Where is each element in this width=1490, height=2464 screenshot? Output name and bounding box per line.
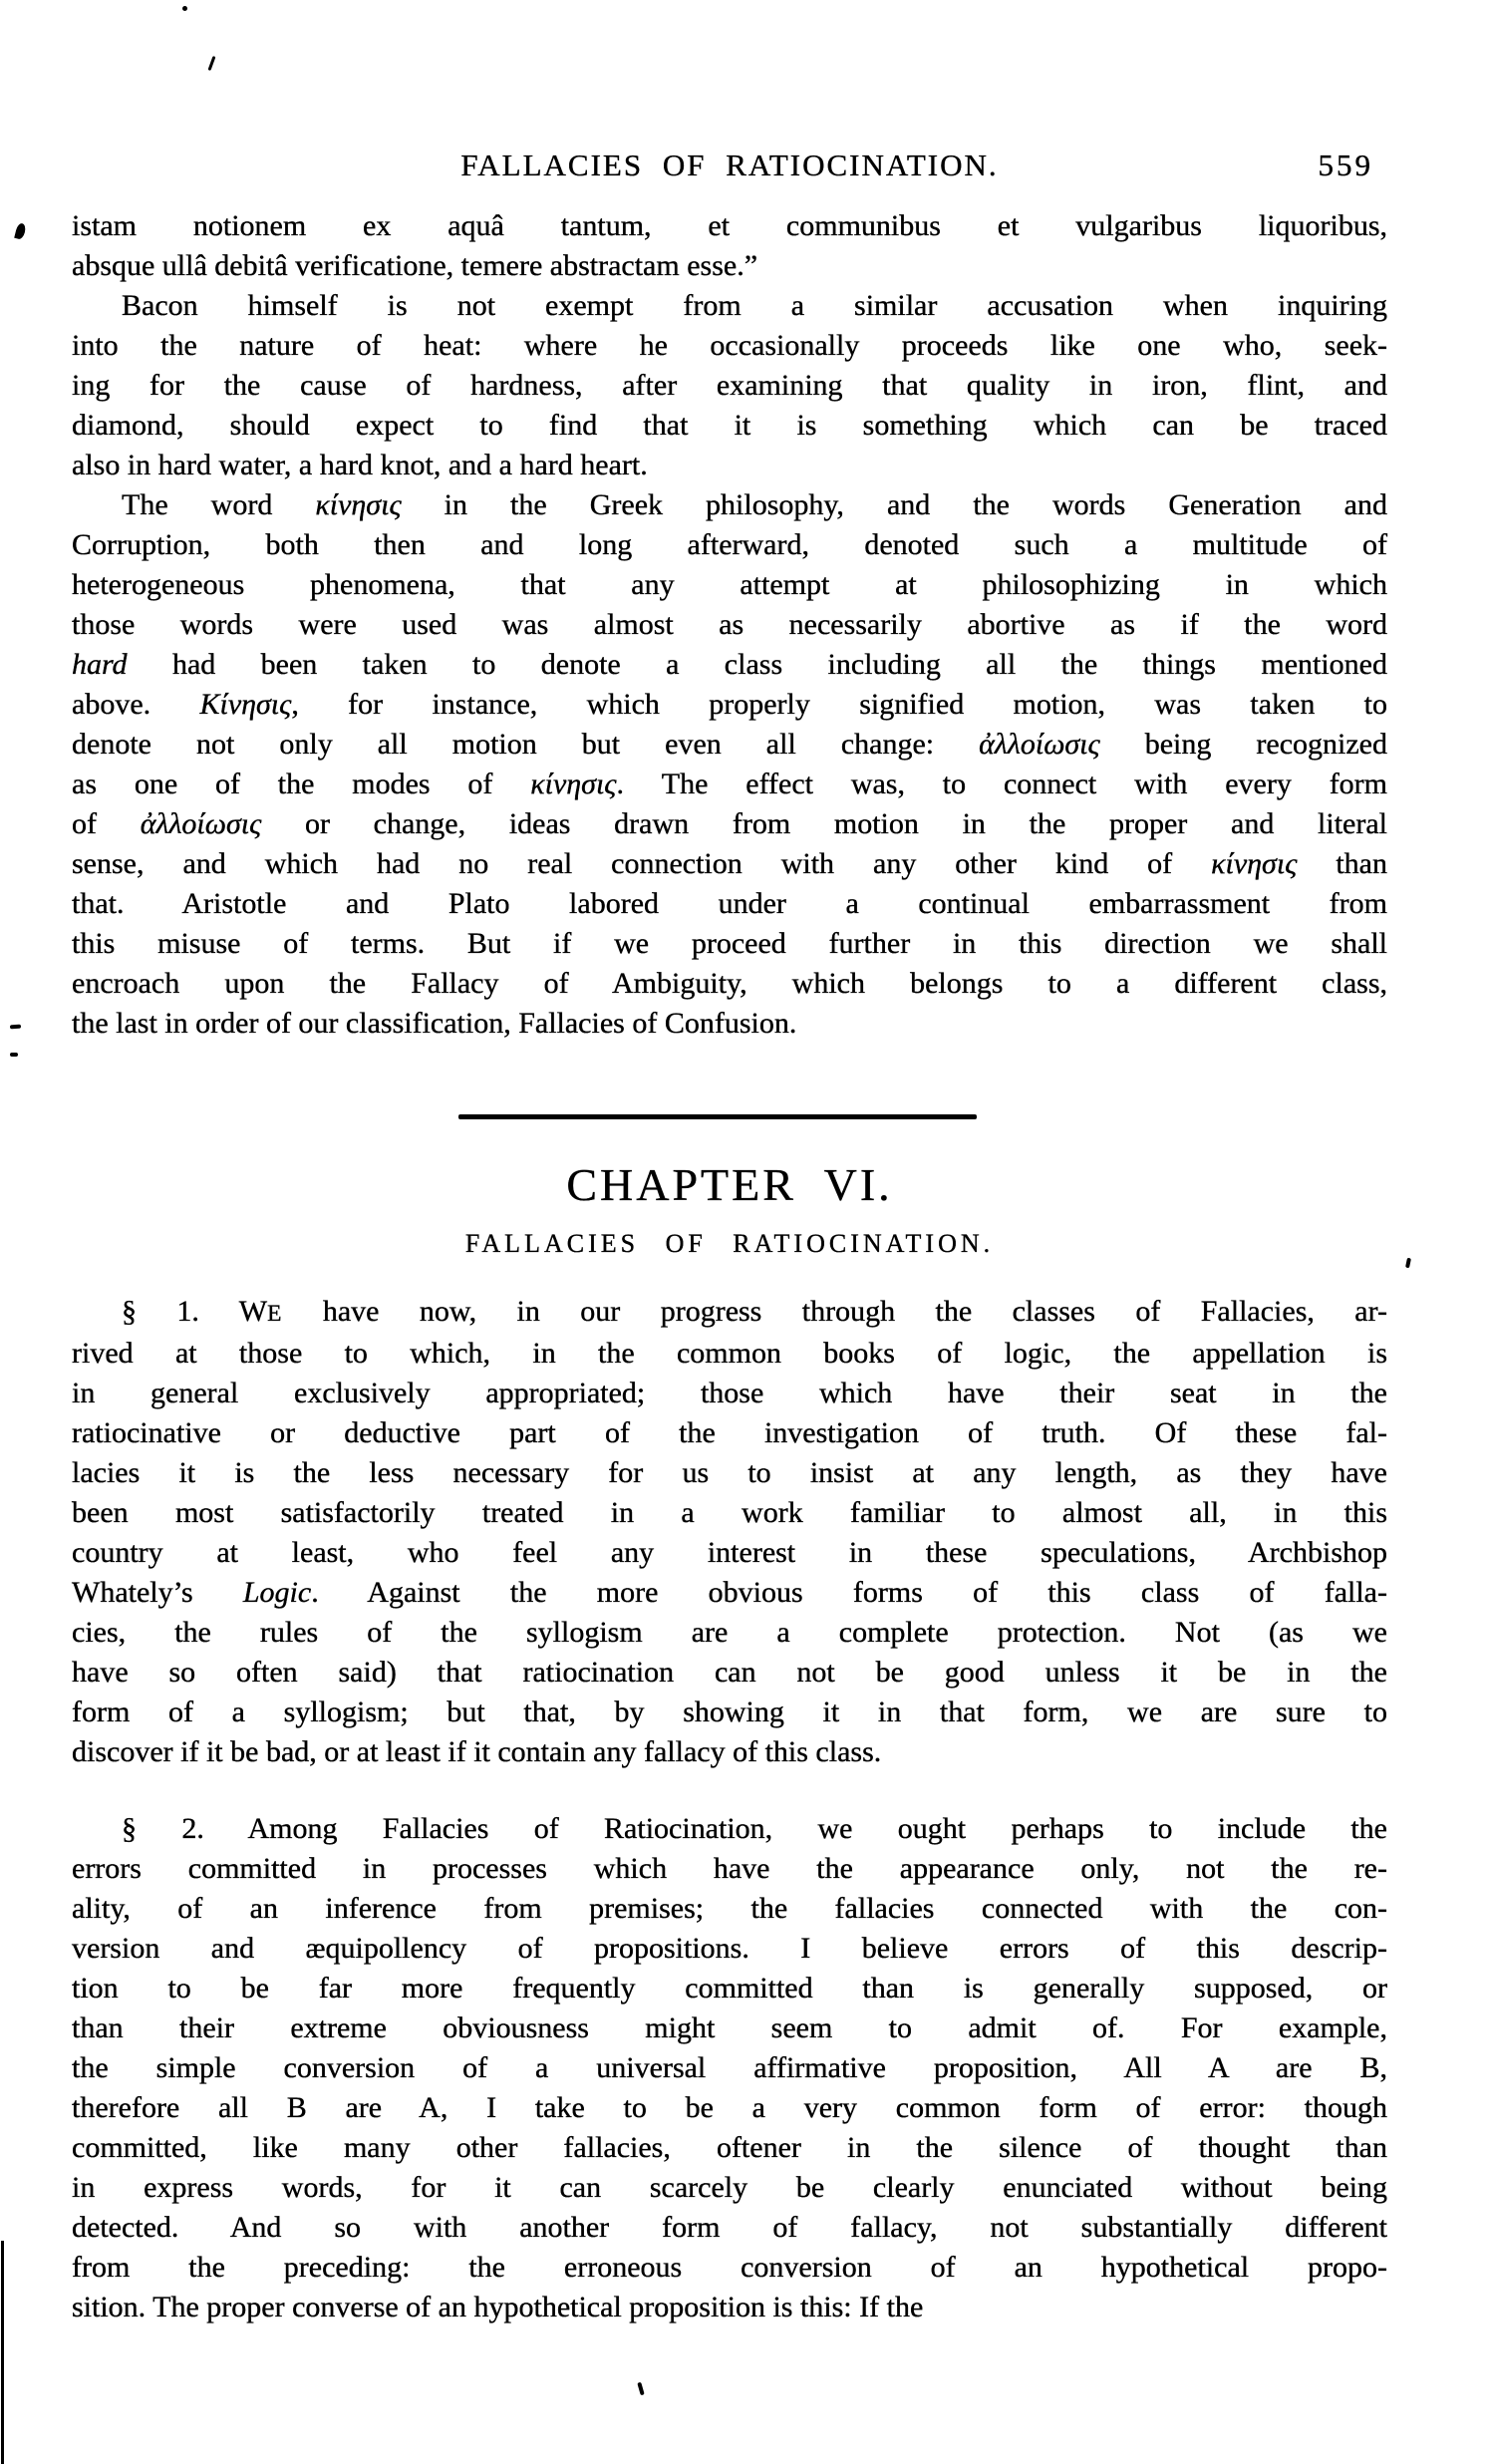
text-line: heterogeneous phenomena, that any attempt at philosophizing in which: [72, 568, 1387, 601]
text-line: cies, the rules of the syllogism are a complete protection. Not (as we: [72, 1616, 1387, 1649]
text-line: errors committed in processes which have the appearance only, not the re-: [72, 1852, 1387, 1885]
margin-dash-upper: [10, 1025, 21, 1030]
text-line: detected. And so with another form of fallacy, not substantially different: [72, 2211, 1387, 2244]
text-line: form of a syllogism; but that, by showing it in that form, we are sure to: [72, 1695, 1387, 1728]
paragraph: [72, 286, 1387, 485]
text-line: of ἀλλοίωσις or change, ideas drawn from motion in the proper and literal: [72, 807, 1387, 840]
text-line: § 2. Among Fallacies of Ratiocination, we ought perhaps to include the: [122, 1812, 1387, 1845]
margin-dash-lower: [10, 1053, 18, 1057]
text-line: ing for the cause of hardness, after examining that quality in iron, flint, and: [72, 369, 1387, 402]
text-line: also in hard water, a hard knot, and a hard heart.: [72, 449, 648, 481]
margin-comma: [14, 222, 27, 240]
text-before-chapter: [72, 206, 1387, 1044]
text-line: this misuse of terms. But if we proceed further in this direction we shall: [72, 927, 1387, 960]
text-line: those words were used was almost as necessarily abortive as if the word: [72, 608, 1387, 641]
text-line: have so often said) that ratiocination can not be good unless it be in the: [72, 1656, 1387, 1689]
text-line: country at least, who feel any interest in these speculations, Archbishop: [72, 1536, 1387, 1569]
text-line: sition. The proper converse of an hypothetical proposition is this: If the: [72, 2291, 924, 2323]
right-margin-tick: [1405, 1258, 1411, 1269]
text-line: committed, like many other fallacies, oftener in the silence of thought than: [72, 2131, 1387, 2164]
text-line: therefore all B are A, I take to be a very common form of error: though: [72, 2091, 1387, 2124]
text-line: Whately’s Logic. Against the more obvious forms of this class of falla-: [72, 1576, 1387, 1609]
text-line: Corruption, both then and long afterward, denoted such a multitude of: [72, 528, 1387, 561]
text-line: into the nature of heat: where he occasionally proceeds like one who, seek-: [72, 329, 1387, 362]
text-line: Bacon himself is not exempt from a similar accusation when inquiring: [122, 289, 1387, 322]
text-line: in express words, for it can scarcely be clearly enunciated without being: [72, 2171, 1387, 2204]
text-line: The word κίνησις in the Greek philosophy, and the words Generation and: [122, 488, 1387, 521]
text-line: ality, of an inference from premises; the fallacies connected with the con-: [72, 1892, 1387, 1925]
text-line: ratiocinative or deductive part of the investigation of truth. Of these fal-: [72, 1416, 1387, 1449]
text-line: diamond, should expect to find that it is something which can be traced: [72, 409, 1387, 442]
speck-top-dot: [182, 6, 187, 11]
text-line: tion to be far more frequently committed than is generally supposed, or: [72, 1972, 1387, 2004]
text-line: hard had been taken to denote a class including all the things mentioned: [72, 648, 1387, 681]
text-line: in general exclusively appropriated; those which have their seat in the: [72, 1377, 1387, 1409]
text-line: rived at those to which, in the common books of logic, the appellation is: [72, 1337, 1387, 1370]
section-divider: [458, 1114, 977, 1119]
binding-edge-line: [1, 2241, 4, 2464]
text-line: lacies it is the less necessary for us to insist at any length, as they have: [72, 1456, 1387, 1489]
running-head: [72, 148, 1387, 183]
text-line: than their extreme obviousness might seem to admit of. For example,: [72, 2011, 1387, 2044]
text-line: absque ullâ debitâ verificatione, temere abstractam esse.”: [72, 249, 758, 282]
text-line: encroach upon the Fallacy of Ambiguity, which belongs to a different class,: [72, 967, 1387, 1000]
paragraph: [72, 206, 1387, 286]
chapter-subheading: FALLACIES OF RATIOCINATION.: [464, 1229, 995, 1258]
text-line: sense, and which had no real connection with any other kind of κίνησις than: [72, 847, 1387, 880]
paragraph: [72, 485, 1387, 1044]
text-after-chapter: [72, 1292, 1387, 2327]
running-head-title: FALLACIES OF RATIOCINATION.: [460, 148, 999, 182]
text-line: version and æquipollency of propositions. I believe errors of this descrip-: [72, 1932, 1387, 1965]
text-line: istam notionem ex aquâ tantum, et communibus et vulgaribus liquoribus,: [72, 209, 1387, 242]
text-line: as one of the modes of κίνησις. The effect was, to connect with every form: [72, 768, 1388, 800]
text-line: the simple conversion of a universal affirmative proposition, All A are B,: [72, 2051, 1387, 2084]
below-text-apostrophe: [637, 2382, 644, 2396]
text-line: § 1. WE have now, in our progress through the classes of Fallacies, ar-: [122, 1295, 1387, 1328]
paragraph: [72, 1292, 1387, 1772]
text-line: above. Κίνησις, for instance, which properly signified motion, was taken to: [72, 688, 1387, 721]
text-line: the last in order of our classification, Fallacies of Confusion.: [72, 1007, 797, 1040]
text-line: been most satisfactorily treated in a work familiar to almost all, in this: [72, 1496, 1387, 1529]
text-line: from the preceding: the erroneous conversion of an hypothetical propo-: [72, 2251, 1387, 2284]
chapter-heading: CHAPTER VI.: [566, 1159, 893, 1210]
page-number: 559: [1318, 148, 1373, 182]
text-line: that. Aristotle and Plato labored under a continual embarrassment from: [72, 887, 1387, 920]
text-line: discover if it be bad, or at least if it contain any fallacy of this class.: [72, 1735, 882, 1768]
speck-top-slash: [208, 56, 216, 71]
paragraph: [72, 1809, 1387, 2327]
text-line: denote not only all motion but even all change: ἀλλοίωσις being recognized: [72, 728, 1388, 761]
